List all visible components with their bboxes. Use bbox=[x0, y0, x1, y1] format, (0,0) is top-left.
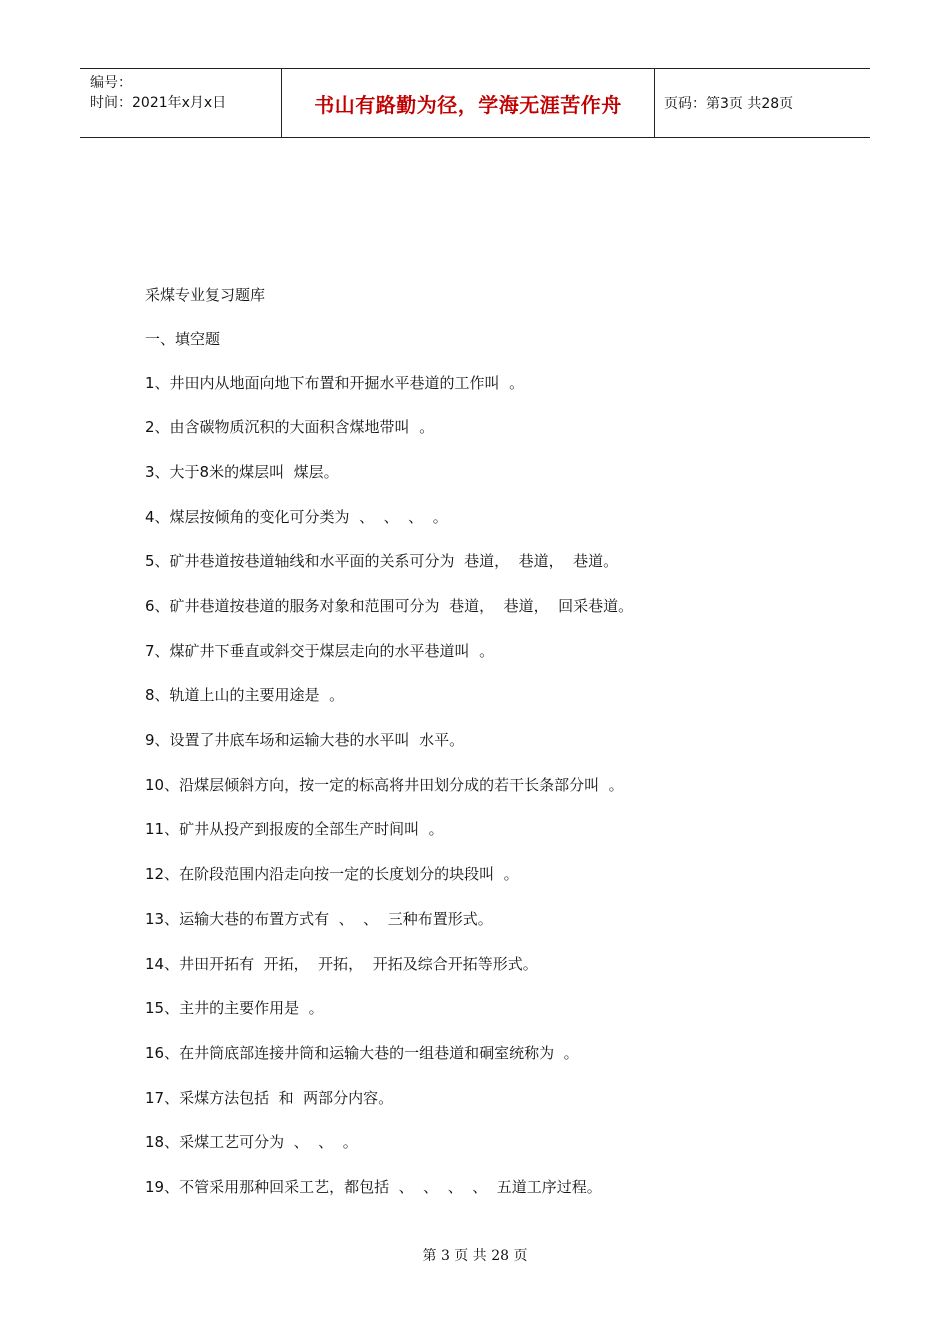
question-item: 9、设置了井底车场和运输大巷的水平叫 水平。 bbox=[145, 731, 465, 749]
question-item: 18、采煤工艺可分为 、 、 。 bbox=[145, 1133, 358, 1151]
motto-text: 书山有路勤为径，学海无涯苦作舟 bbox=[314, 92, 622, 117]
page-info: 页码：第3页 共28页 bbox=[664, 96, 794, 112]
question-item: 14、井田开拓有 开拓， 开拓， 开拓及综合开拓等形式。 bbox=[145, 955, 538, 973]
question-item: 4、煤层按倾角的变化可分类为 、 、 、 。 bbox=[145, 508, 448, 526]
question-item: 19、不管采用那种回采工艺，都包括 、 、 、 、 五道工序过程。 bbox=[145, 1178, 602, 1196]
question-item: 13、运输大巷的布置方式有 、 、 三种布置形式。 bbox=[145, 910, 493, 928]
question-item: 12、在阶段范围内沿走向按一定的长度划分的块段叫 。 bbox=[145, 865, 519, 883]
time-label: 时间：2021年x月x日 bbox=[90, 95, 227, 111]
document-header bbox=[80, 68, 870, 138]
question-item: 2、由含碳物质沉积的大面积含煤地带叫 。 bbox=[145, 418, 435, 436]
number-label: 编号： bbox=[90, 75, 132, 91]
question-item: 5、矿井巷道按巷道轴线和水平面的关系可分为 巷道， 巷道， 巷道。 bbox=[145, 552, 619, 570]
header-page-cell bbox=[655, 69, 870, 137]
question-item: 17、采煤方法包括 和 两部分内容。 bbox=[145, 1089, 394, 1107]
question-item: 11、矿井从投产到报废的全部生产时间叫 。 bbox=[145, 820, 444, 838]
section-heading: 一、填空题 bbox=[145, 330, 221, 348]
header-motto-cell bbox=[282, 69, 655, 137]
page-footer: 第 3 页 共 28 页 bbox=[422, 1248, 528, 1264]
question-item: 7、煤矿井下垂直或斜交于煤层走向的水平巷道叫 。 bbox=[145, 642, 495, 660]
question-item: 8、轨道上山的主要用途是 。 bbox=[145, 686, 345, 704]
question-item: 6、矿井巷道按巷道的服务对象和范围可分为 巷道， 巷道， 回采巷道。 bbox=[145, 597, 634, 615]
header-left-cell bbox=[80, 69, 282, 137]
question-item: 1、井田内从地面向地下布置和开掘水平巷道的工作叫 。 bbox=[145, 374, 525, 392]
question-item: 16、在井筒底部连接井筒和运输大巷的一组巷道和硐室统称为 。 bbox=[145, 1044, 579, 1062]
question-item: 10、沿煤层倾斜方向，按一定的标高将井田划分成的若干长条部分叫 。 bbox=[145, 776, 624, 794]
question-item: 15、主井的主要作用是 。 bbox=[145, 999, 324, 1017]
document-title: 采煤专业复习题库 bbox=[145, 286, 266, 304]
question-item: 3、大于8米的煤层叫 煤层。 bbox=[145, 463, 339, 481]
